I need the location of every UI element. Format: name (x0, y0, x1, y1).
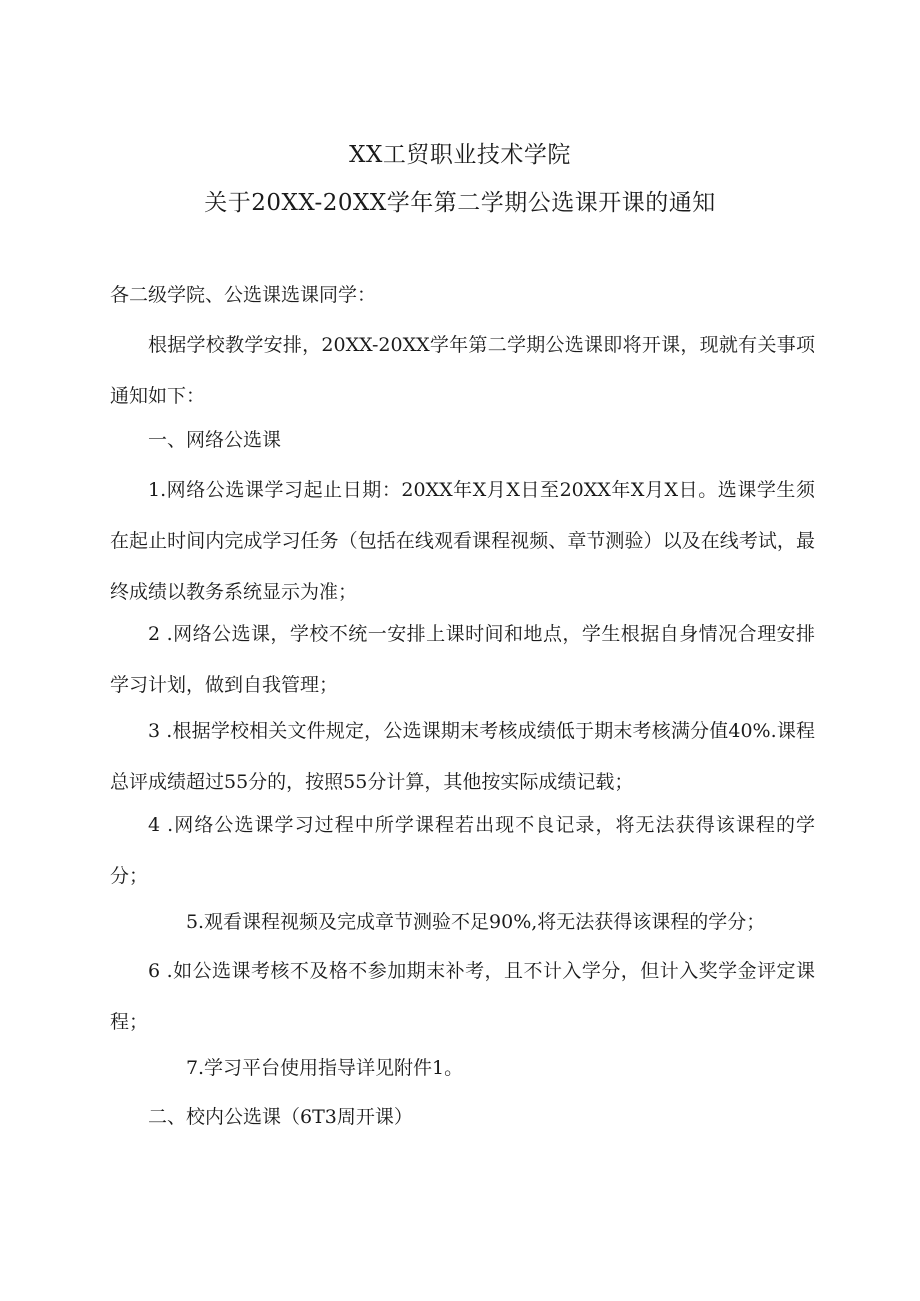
list-item-7-text: .学习平台使用指导详见附件1。 (198, 1057, 464, 1079)
intro-paragraph: 根据学校教学安排，20XX-20XX学年第二学期公选课即将开课，现就有关事项通知如下： (110, 334, 815, 407)
list-item-7 (110, 1043, 815, 1094)
document-title-notice: 关于20XX-20XX学年第二学期公选课开课的通知 (204, 190, 716, 216)
salutation: 各二级学院、公选课选课同学： (110, 284, 377, 306)
list-item-2: 2 .网络公选课，学校不统一安排上课时间和地点，学生根据自身情况合理安排学习计划，做到自我管理； (110, 623, 815, 696)
list-item-4: 4 .网络公选课学习过程中所学课程若出现不良记录，将无法获得该课程的学分； (110, 814, 815, 887)
list-item-3: 3 .根据学校相关文件规定，公选课期末考核成绩低于期末考核满分值40%.课程总评成绩超过55分的，按照55分计算，其他按实际成绩记载； (110, 720, 815, 793)
list-item-6: 6 .如公选课考核不及格不参加期末补考，且不计入学分，但计入奖学金评定课程； (110, 960, 815, 1033)
document-title-school: XX工贸职业技术学院 (349, 142, 571, 168)
section-heading-online-courses: 一、网络公选课 (148, 429, 282, 451)
list-item-7-number: 7 (186, 1057, 199, 1079)
section-heading-campus-courses: 二、校内公选课（6T3周开课） (148, 1106, 413, 1128)
list-item-1: 1.网络公选课学习起止日期：20XX年X月X日至20XX年X月X日。选课学生须在起止时间内完成学习任务（包括在线观看课程视频、章节测验）以及在线考试，最终成绩以教务系统显示为准； (110, 479, 815, 603)
list-item-5 (110, 897, 815, 948)
list-item-5-text: .观看课程视频及完成章节测验不足90%,将无法获得该课程的学分； (198, 911, 766, 933)
list-item-5-number: 5 (186, 911, 199, 933)
